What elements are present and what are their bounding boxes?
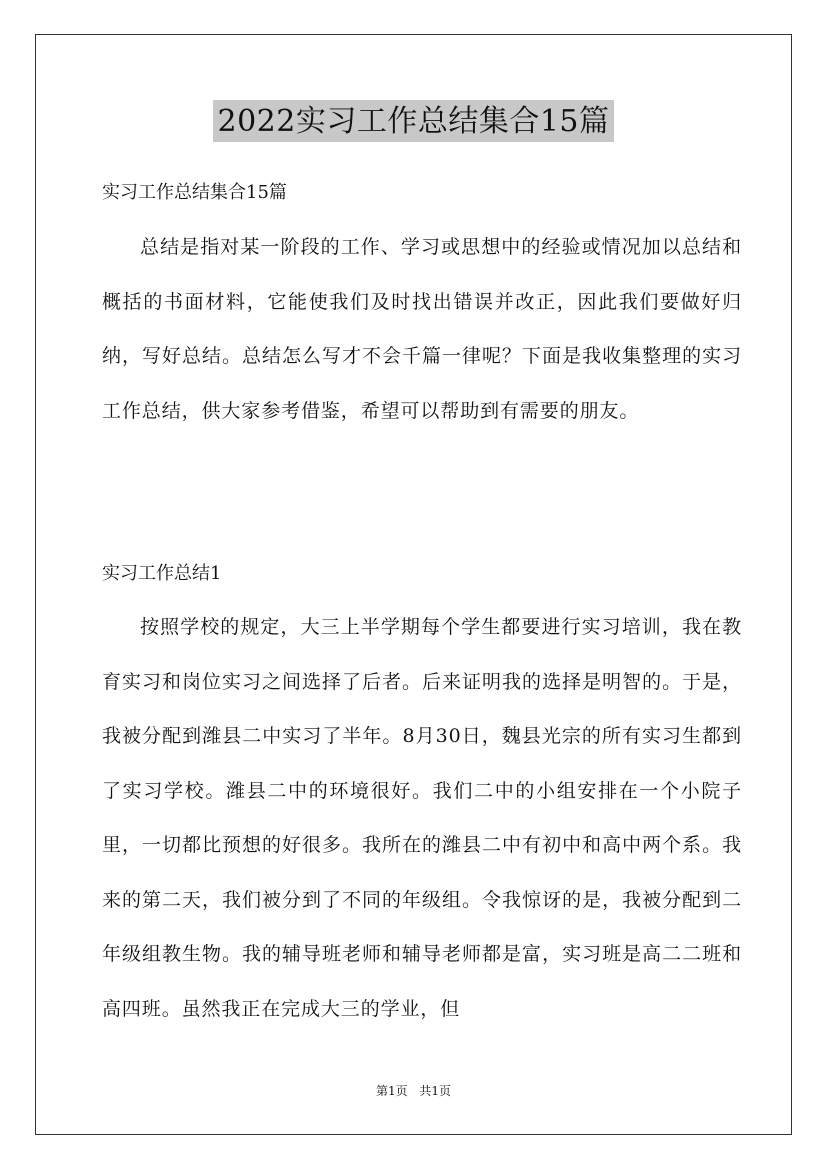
document-title-text: 2022实习工作总结集合15篇 [213, 100, 613, 142]
page-total: 共1页 [419, 1084, 452, 1098]
document-title [0, 100, 827, 142]
page-footer [0, 1083, 827, 1099]
intro-paragraph: 总结是指对某一阶段的工作、学习或思想中的经验或情况加以总结和概括的书面材料，它能使我们及时找出错误并改正，因此我们要做好归纳，写好总结。总结怎么写才不会千篇一律呢？下面是我收集整理的实习工作总结，供大家参考借鉴，希望可以帮助到有需要的朋友。 [102, 236, 742, 422]
section-body-paragraph: 按照学校的规定，大三上半学期每个学生都要进行实习培训，我在教育实习和岗位实习之间选择了后者。后来证明我的选择是明智的。于是，我被分配到潍县二中实习了半年。8月30日，魏县光宗的所有实习生都到了实习学校。潍县二中的环境很好。我们二中的小组安排在一个小院子里，一切都比预想的好很多。我所在的潍县二中有初中和高中两个系。我来的第二天，我们被分到了不同的年级组。令我惊讶的是，我被分配到二年级组教生物。我的辅导班老师和辅导老师都是富，实习班是高二二班和高四班。虽然我正在完成大三的学业，但 [102, 616, 742, 1020]
section-heading: 实习工作总结1 [102, 563, 222, 584]
document-subtitle: 实习工作总结集合15篇 [102, 182, 287, 203]
page-number: 第1页 [375, 1084, 408, 1098]
